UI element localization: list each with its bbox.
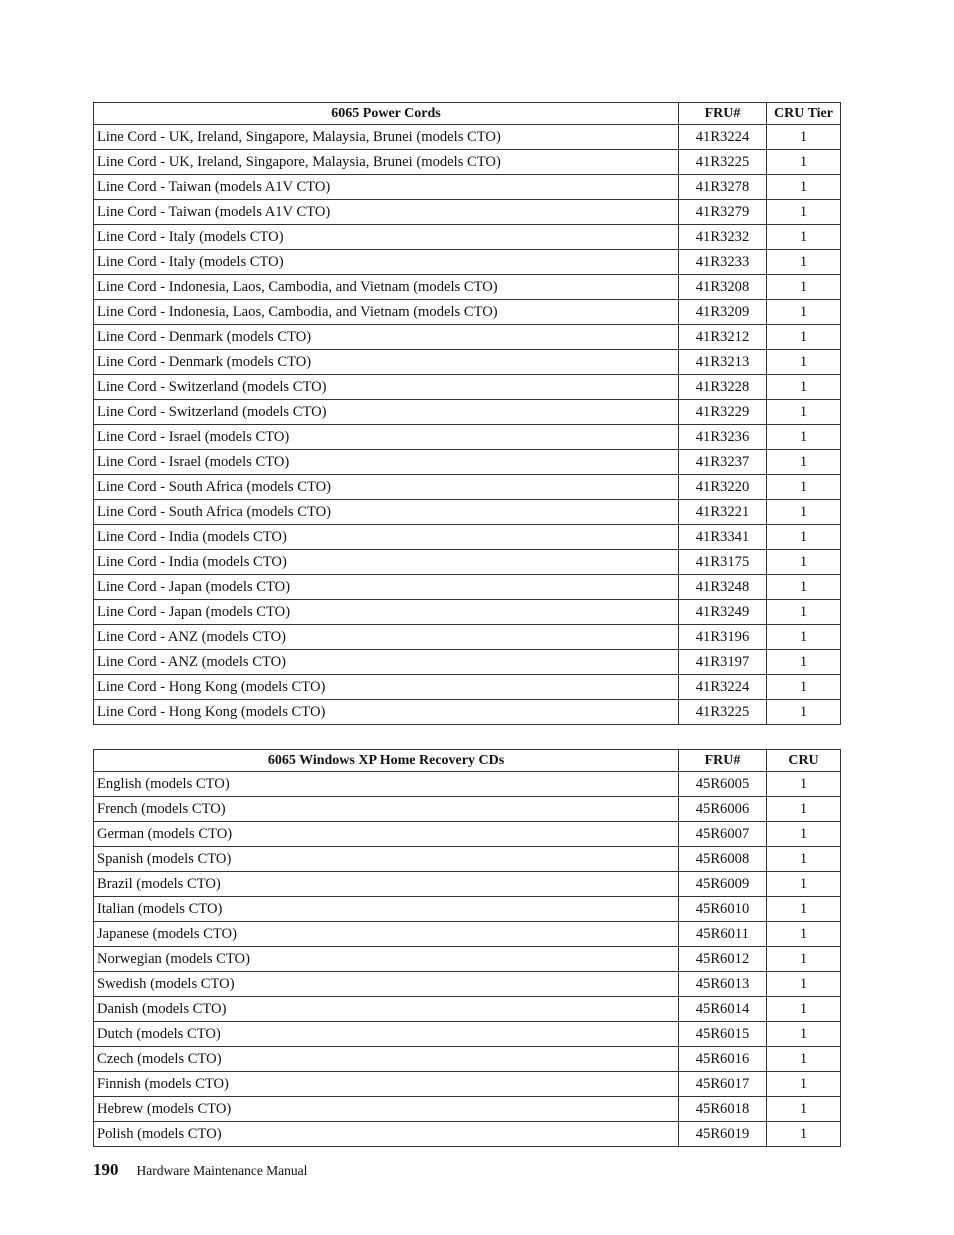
cru-tier: 1	[767, 300, 841, 325]
fru-number: 45R6010	[679, 897, 767, 922]
table-row	[94, 922, 841, 947]
fru-number: 45R6005	[679, 772, 767, 797]
cru-tier: 1	[767, 772, 841, 797]
table-row	[94, 772, 841, 797]
part-description: Japanese (models CTO)	[94, 922, 679, 947]
cru-tier: 1	[767, 847, 841, 872]
table-row	[94, 450, 841, 475]
fru-number: 41R3175	[679, 550, 767, 575]
fru-number: 45R6016	[679, 1047, 767, 1072]
fru-number: 41R3224	[679, 675, 767, 700]
fru-number: 45R6013	[679, 972, 767, 997]
part-description: Line Cord - Switzerland (models CTO)	[94, 375, 679, 400]
fru-number: 41R3212	[679, 325, 767, 350]
fru-number: 45R6014	[679, 997, 767, 1022]
table-row	[94, 425, 841, 450]
part-description: Spanish (models CTO)	[94, 847, 679, 872]
cru-tier: 1	[767, 1122, 841, 1147]
fru-number: 45R6006	[679, 797, 767, 822]
part-description: Line Cord - Denmark (models CTO)	[94, 325, 679, 350]
part-description: Line Cord - UK, Ireland, Singapore, Malaysia, Brunei (models CTO)	[94, 125, 679, 150]
fru-number: 41R3225	[679, 150, 767, 175]
cru-tier: 1	[767, 1097, 841, 1122]
part-description: Line Cord - Italy (models CTO)	[94, 250, 679, 275]
fru-number: 41R3228	[679, 375, 767, 400]
part-description: Line Cord - UK, Ireland, Singapore, Malaysia, Brunei (models CTO)	[94, 150, 679, 175]
part-description: Line Cord - Italy (models CTO)	[94, 225, 679, 250]
column-header-cru-tier: CRU Tier	[767, 103, 841, 125]
manual-title: Hardware Maintenance Manual	[136, 1163, 308, 1178]
cru-tier: 1	[767, 225, 841, 250]
table-row	[94, 1022, 841, 1047]
cru-tier: 1	[767, 200, 841, 225]
cru-tier: 1	[767, 275, 841, 300]
part-description: Line Cord - Taiwan (models A1V CTO)	[94, 200, 679, 225]
table-row	[94, 550, 841, 575]
cru-tier: 1	[767, 1022, 841, 1047]
part-description: Line Cord - Taiwan (models A1V CTO)	[94, 175, 679, 200]
part-description: Line Cord - Japan (models CTO)	[94, 600, 679, 625]
cru-tier: 1	[767, 650, 841, 675]
table-row	[94, 675, 841, 700]
fru-number: 41R3229	[679, 400, 767, 425]
cru-tier: 1	[767, 500, 841, 525]
power-cords-table	[93, 102, 841, 725]
recovery-cds-rows	[94, 772, 841, 1147]
cru-tier: 1	[767, 375, 841, 400]
cru-tier: 1	[767, 1047, 841, 1072]
part-description: Swedish (models CTO)	[94, 972, 679, 997]
table-row	[94, 1047, 841, 1072]
cru-tier: 1	[767, 897, 841, 922]
column-header-cru: CRU	[767, 750, 841, 772]
fru-number: 41R3213	[679, 350, 767, 375]
table-row	[94, 350, 841, 375]
table-row	[94, 872, 841, 897]
part-description: Norwegian (models CTO)	[94, 947, 679, 972]
fru-number: 41R3208	[679, 275, 767, 300]
fru-number: 41R3237	[679, 450, 767, 475]
table-row	[94, 375, 841, 400]
table-row	[94, 150, 841, 175]
cru-tier: 1	[767, 1072, 841, 1097]
part-description: Dutch (models CTO)	[94, 1022, 679, 1047]
table-row	[94, 500, 841, 525]
cru-tier: 1	[767, 700, 841, 725]
table-row	[94, 972, 841, 997]
table-row	[94, 200, 841, 225]
table-row	[94, 325, 841, 350]
column-header-fru: FRU#	[679, 103, 767, 125]
part-description: Line Cord - Switzerland (models CTO)	[94, 400, 679, 425]
fru-number: 45R6007	[679, 822, 767, 847]
column-header-fru: FRU#	[679, 750, 767, 772]
fru-number: 45R6011	[679, 922, 767, 947]
fru-number: 45R6017	[679, 1072, 767, 1097]
fru-number: 41R3220	[679, 475, 767, 500]
cru-tier: 1	[767, 450, 841, 475]
recovery-cds-table	[93, 749, 841, 1147]
table-row	[94, 600, 841, 625]
fru-number: 41R3278	[679, 175, 767, 200]
table-row	[94, 400, 841, 425]
cru-tier: 1	[767, 797, 841, 822]
page-footer	[93, 1160, 307, 1184]
cru-tier: 1	[767, 600, 841, 625]
table-row	[94, 947, 841, 972]
table-row	[94, 1122, 841, 1147]
cru-tier: 1	[767, 250, 841, 275]
fru-number: 41R3236	[679, 425, 767, 450]
part-description: Line Cord - South Africa (models CTO)	[94, 500, 679, 525]
part-description: Line Cord - India (models CTO)	[94, 525, 679, 550]
part-description: Polish (models CTO)	[94, 1122, 679, 1147]
fru-number: 41R3248	[679, 575, 767, 600]
part-description: Italian (models CTO)	[94, 897, 679, 922]
page-number: 190	[93, 1160, 119, 1179]
part-description: English (models CTO)	[94, 772, 679, 797]
part-description: Czech (models CTO)	[94, 1047, 679, 1072]
part-description: Line Cord - Israel (models CTO)	[94, 425, 679, 450]
part-description: Line Cord - ANZ (models CTO)	[94, 625, 679, 650]
part-description: Hebrew (models CTO)	[94, 1097, 679, 1122]
cru-tier: 1	[767, 922, 841, 947]
table-row	[94, 250, 841, 275]
cru-tier: 1	[767, 822, 841, 847]
part-description: Line Cord - Israel (models CTO)	[94, 450, 679, 475]
part-description: Line Cord - South Africa (models CTO)	[94, 475, 679, 500]
cru-tier: 1	[767, 947, 841, 972]
table-header-row	[94, 750, 841, 772]
table-row	[94, 300, 841, 325]
part-description: Line Cord - Hong Kong (models CTO)	[94, 675, 679, 700]
fru-number: 41R3209	[679, 300, 767, 325]
fru-number: 41R3224	[679, 125, 767, 150]
fru-number: 41R3225	[679, 700, 767, 725]
cru-tier: 1	[767, 972, 841, 997]
cru-tier: 1	[767, 625, 841, 650]
table-row	[94, 475, 841, 500]
table-row	[94, 625, 841, 650]
fru-number: 45R6008	[679, 847, 767, 872]
part-description: German (models CTO)	[94, 822, 679, 847]
table-row	[94, 175, 841, 200]
part-description: Brazil (models CTO)	[94, 872, 679, 897]
part-description: Line Cord - ANZ (models CTO)	[94, 650, 679, 675]
fru-number: 41R3232	[679, 225, 767, 250]
part-description: French (models CTO)	[94, 797, 679, 822]
table-row	[94, 822, 841, 847]
cru-tier: 1	[767, 325, 841, 350]
part-description: Line Cord - Indonesia, Laos, Cambodia, and Vietnam (models CTO)	[94, 300, 679, 325]
part-description: Line Cord - Hong Kong (models CTO)	[94, 700, 679, 725]
fru-number: 41R3196	[679, 625, 767, 650]
power-cords-rows	[94, 125, 841, 725]
table-row	[94, 125, 841, 150]
cru-tier: 1	[767, 997, 841, 1022]
fru-number: 41R3279	[679, 200, 767, 225]
cru-tier: 1	[767, 400, 841, 425]
table-row	[94, 225, 841, 250]
part-description: Finnish (models CTO)	[94, 1072, 679, 1097]
cru-tier: 1	[767, 525, 841, 550]
cru-tier: 1	[767, 150, 841, 175]
fru-number: 41R3221	[679, 500, 767, 525]
cru-tier: 1	[767, 125, 841, 150]
table-row	[94, 997, 841, 1022]
table-row	[94, 525, 841, 550]
part-description: Line Cord - Denmark (models CTO)	[94, 350, 679, 375]
part-description: Line Cord - Indonesia, Laos, Cambodia, and Vietnam (models CTO)	[94, 275, 679, 300]
table-row	[94, 575, 841, 600]
table-row	[94, 847, 841, 872]
table-row	[94, 897, 841, 922]
table-row	[94, 700, 841, 725]
cru-tier: 1	[767, 550, 841, 575]
part-description: Line Cord - India (models CTO)	[94, 550, 679, 575]
fru-number: 45R6015	[679, 1022, 767, 1047]
cru-tier: 1	[767, 350, 841, 375]
fru-number: 41R3197	[679, 650, 767, 675]
fru-number: 41R3233	[679, 250, 767, 275]
fru-number: 45R6018	[679, 1097, 767, 1122]
cru-tier: 1	[767, 872, 841, 897]
fru-number: 45R6019	[679, 1122, 767, 1147]
fru-number: 41R3249	[679, 600, 767, 625]
table-row	[94, 797, 841, 822]
table-row	[94, 1097, 841, 1122]
part-description: Danish (models CTO)	[94, 997, 679, 1022]
part-description: Line Cord - Japan (models CTO)	[94, 575, 679, 600]
cru-tier: 1	[767, 575, 841, 600]
fru-number: 45R6009	[679, 872, 767, 897]
table-row	[94, 650, 841, 675]
column-header-description: 6065 Power Cords	[94, 103, 679, 125]
cru-tier: 1	[767, 675, 841, 700]
fru-number: 45R6012	[679, 947, 767, 972]
cru-tier: 1	[767, 175, 841, 200]
table-row	[94, 1072, 841, 1097]
cru-tier: 1	[767, 475, 841, 500]
cru-tier: 1	[767, 425, 841, 450]
table-header-row	[94, 103, 841, 125]
column-header-description: 6065 Windows XP Home Recovery CDs	[94, 750, 679, 772]
table-row	[94, 275, 841, 300]
fru-number: 41R3341	[679, 525, 767, 550]
